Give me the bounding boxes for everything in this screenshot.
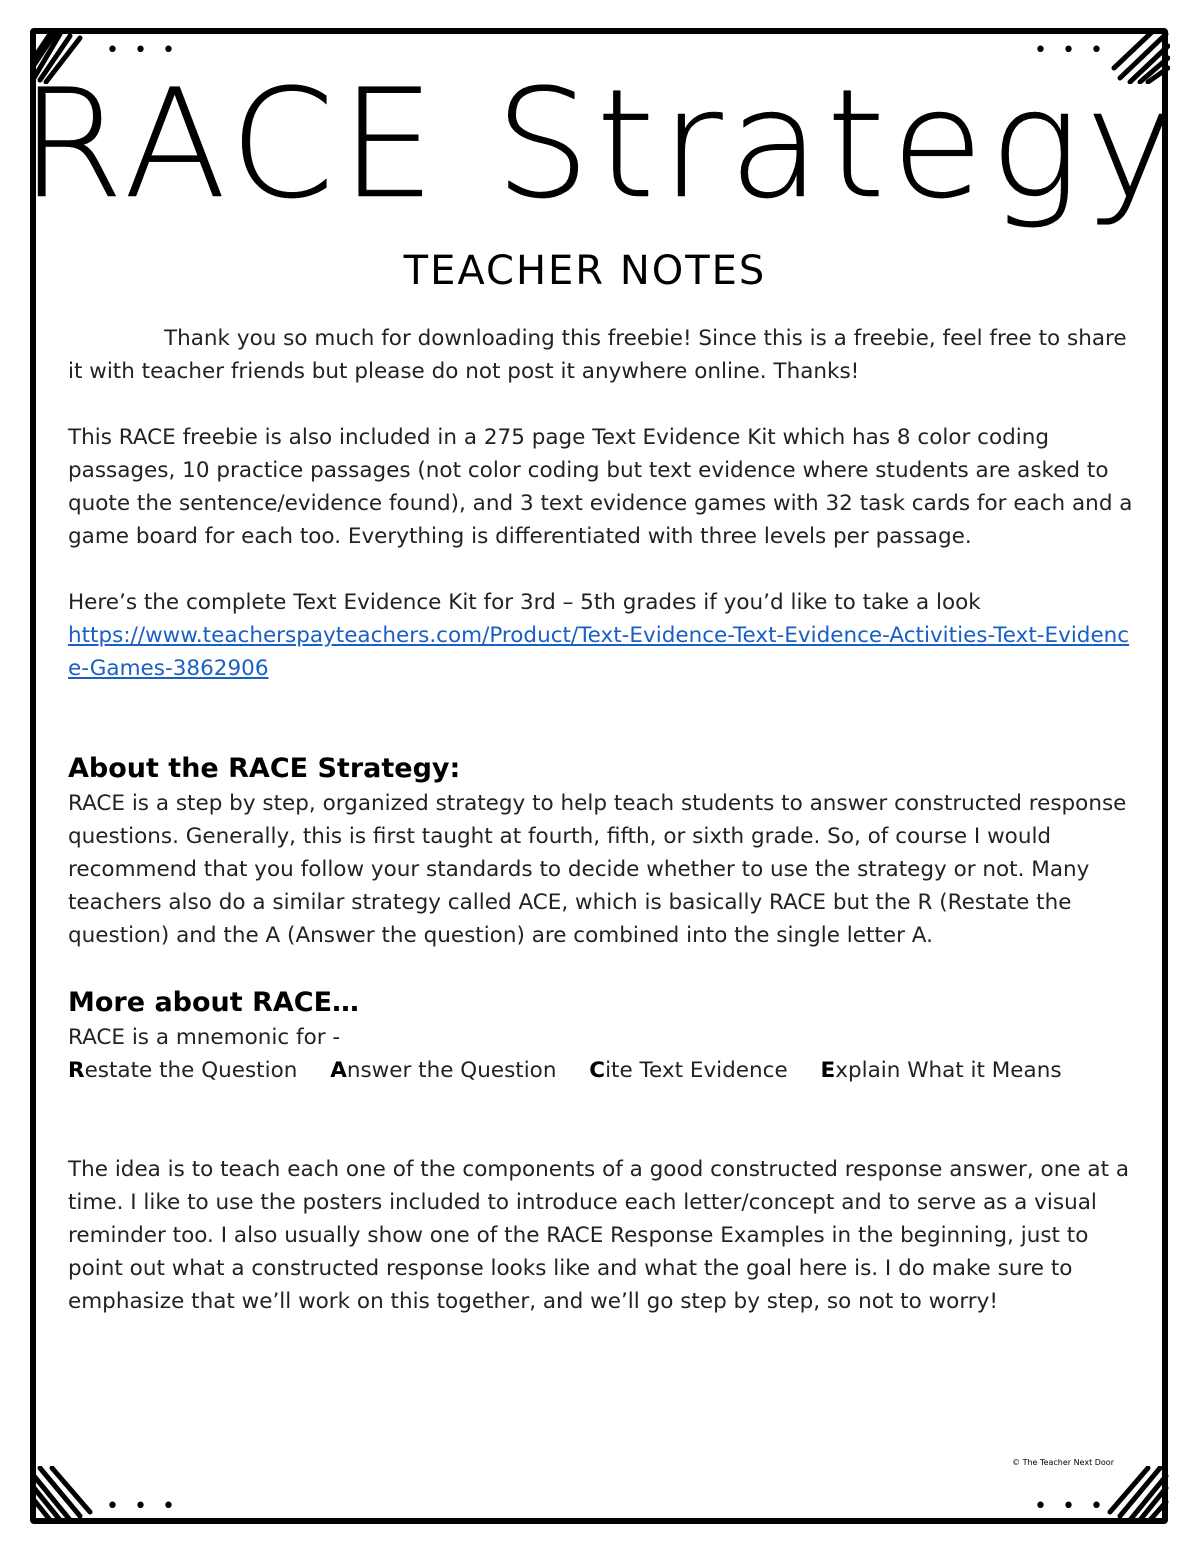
mnemonic-intro: RACE is a mnemonic for - [68, 1025, 341, 1050]
dots-bottom-right: • • • [1034, 1494, 1107, 1519]
scribble-corner-bottom-left [30, 1466, 100, 1522]
about-paragraph: RACE is a step by step, organized strategy to help teach students to answer constructed response questions. Generally, this is first taught at fourth, fifth, or sixth grade. So, of course I would recommend that you follow your standards to decide whether to use the strategy or not. Many teachers also do a similar strategy called ACE, which is basically RACE but the R (Restate the question) and the A (Answer the question) are combined into the single letter A. [68, 791, 1127, 948]
scribble-corner-bottom-right [1100, 1466, 1170, 1522]
race-item-c: Cite Text Evidence [589, 1058, 788, 1083]
race-mnemonic-list [68, 1054, 1138, 1087]
text-evidence-kit-link[interactable]: https://www.teacherspayteachers.com/Product/Text-Evidence-Text-Evidence-Activities-Text-Evidence-Games-3862906 [68, 623, 1130, 681]
page-title: RACE Strategy [19, 58, 1181, 232]
race-item-e: Explain What it Means [820, 1058, 1062, 1083]
dots-bottom-left: • • • [106, 1494, 179, 1519]
closing-paragraph: The idea is to teach each one of the components of a good constructed response answer, one at a time. I like to use the posters included to introduce each letter/concept and to serve as a visual reminder too. I also usually show one of the RACE Response Examples in the beginning, just to point out what a constructed response looks like and what the goal here is. I do make sure to emphasize that we’ll work on this together, and we’ll go step by step, so not to worry! [68, 1157, 1130, 1314]
intro-paragraph-link-lead: Here’s the complete Text Evidence Kit for 3rd – 5th grades if you’d like to take a look [68, 590, 981, 615]
dots-top-right: • • • [1034, 38, 1107, 63]
main-content [68, 322, 1138, 1318]
intro-paragraph-thanks: Thank you so much for downloading this freebie! Since this is a freebie, feel free to share it with teacher friends but please do not post it anywhere online. Thanks! [68, 326, 1127, 384]
race-item-r: Restate the Question [68, 1058, 298, 1083]
copyright-credit: © The Teacher Next Door [1012, 1458, 1114, 1467]
race-item-a: Answer the Question [330, 1058, 557, 1083]
about-heading: About the RACE Strategy: [68, 753, 461, 784]
intro-paragraph-kit: This RACE freebie is also included in a 275 page Text Evidence Kit which has 8 color coding passages, 10 practice passages (not color coding but text evidence where students are asked to quote the sentence/evidence found), and 3 text evidence games with 32 task cards for each and a game board for each too. Everything is differentiated with three levels per passage. [68, 425, 1133, 549]
dots-top-left: • • • [106, 38, 179, 63]
page-subtitle: TEACHER NOTES [403, 248, 767, 294]
more-heading: More about RACE… [68, 987, 360, 1018]
